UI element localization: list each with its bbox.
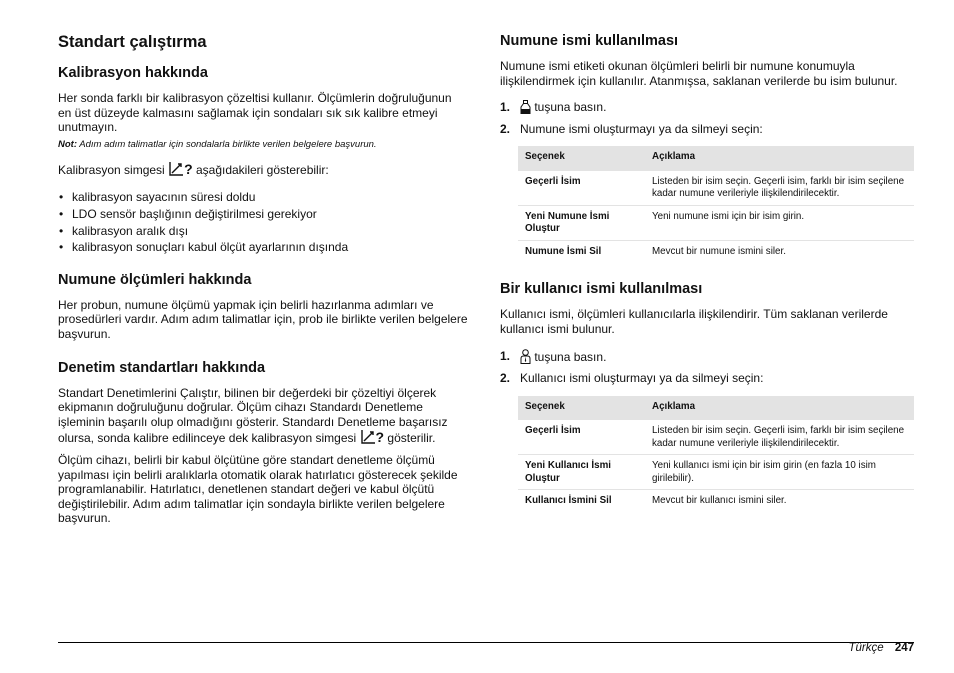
question-mark-icon: ? [184, 160, 193, 177]
sample-bottle-icon [520, 100, 531, 118]
step-text-wrap [520, 100, 606, 118]
option-name: Yeni Numune İsmi Oluştur [518, 205, 645, 240]
calibration-icon [360, 429, 376, 449]
table-header: Açıklama [645, 146, 914, 171]
step-text: tuşuna basın. [534, 100, 607, 115]
check-paragraph-2: Ölçüm cihazı, belirli bir kabul ölçütüne göre standart denetleme ölçümü yapılması için belirli aralıklarla otomatik olarak hatırlatıcı gösterecek şekilde programlanabilir. Hatırlatıcı, denetlenen standart değeri ve kabul ölçütü değiştirilebilir. Adım adım talimatlar için sondayla birlikte verilen belgelere başvurun. [58, 452, 458, 526]
list-item: • kalibrasyon sonuçları kabul ölçüt ayarlarının dışında [58, 240, 468, 255]
option-name: Geçerli İsim [525, 425, 581, 437]
table-header: Açıklama [645, 396, 914, 421]
step-item [500, 371, 914, 386]
option-name: Numune İsmi Sil [518, 240, 645, 262]
option-description: Listeden bir isim seçin. Geçerli isim, farklı bir isim seçilene kadar numune verileriyle ilişkilendirilecektir. [652, 425, 905, 449]
sample-id-options-table [518, 146, 914, 262]
note-label: Not: [58, 138, 77, 150]
page-title: Standart çalıştırma [58, 33, 207, 51]
left-column [58, 32, 468, 530]
check-heading: Denetim standartları hakkında [58, 359, 266, 376]
symbol-line-post: aşağıdakileri gösterebilir: [195, 162, 329, 177]
footer-language: Türkçe [848, 642, 884, 654]
calibration-heading: Kalibrasyon hakkında [58, 65, 208, 81]
table-header-row [518, 146, 914, 171]
sample-heading: Numune ölçümleri hakkında [58, 271, 252, 288]
table-row [518, 420, 914, 455]
step-text: Numune ismi oluşturmayı ya da silmeyi seçin: [520, 121, 763, 136]
table-header-row [518, 396, 914, 421]
step-number: 2. [500, 371, 511, 386]
symbol-line-pre: Kalibrasyon simgesi [58, 162, 165, 177]
sample-paragraph: Her probun, numune ölçümü yapmak için belirli hazırlanma adımları ve prosedürleri vardır. Adım adım talimatlar için, prob ile birlikte verilen belgelere başvurun. [58, 297, 468, 341]
table-row [518, 455, 914, 490]
step-text: Kullanıcı ismi oluşturmayı ya da silmeyi seçin: [520, 371, 764, 386]
operator-id-options-table [518, 396, 914, 512]
check-para-post: gösterilir. [387, 431, 436, 446]
option-description: Mevcut bir numune ismini siler. [645, 240, 914, 262]
option-description: Yeni kullanıcı ismi için bir isim girin (en fazla 10 isim girilebilir). [645, 455, 914, 490]
check-para-pre: Standart Denetimlerini Çalıştır, bilinen bir değerdeki bir çözeltiyi ölçerek ekipmanın doğruluğunu doğrular. Ölçüm cihazı Standardı Denetleme işleminin başarılı olup olmadığını gösterir. Standardı Denetleme başarısız olursa, sonda kalibre edilinceye dek kalibrasyon simgesi [58, 385, 448, 446]
option-description: Listeden bir isim seçin. Geçerli isim, farklı bir isim seçilene kadar numune verileriyle ilişkilendirilecektir. [652, 175, 905, 200]
list-item: • kalibrasyon aralık dışı [58, 224, 468, 239]
list-item: • LDO sensör başlığının değiştirilmesi gerekiyor [58, 207, 468, 222]
table-row [518, 240, 914, 262]
calibration-note [58, 139, 468, 151]
sample-id-paragraph: Numune ismi etiketi okunan ölçümleri belirli bir numune konumuyla ilişkilendirmek için kullanılır. Atanmışsa, saklanan verilerde bu isim bulunur. [500, 59, 898, 88]
table-header: Seçenek [518, 146, 645, 171]
step-text-wrap [520, 349, 606, 368]
page-footer [848, 642, 914, 654]
step-text: tuşuna basın. [534, 349, 607, 364]
option-description: Mevcut bir kullanıcı ismini siler. [645, 490, 914, 512]
check-paragraph-1 [58, 386, 468, 449]
table-row [518, 171, 914, 206]
operator-id-heading: Bir kullanıcı ismi kullanılması [500, 281, 703, 298]
right-column [500, 32, 914, 512]
option-name: Kullanıcı İsmini Sil [518, 490, 645, 512]
sample-id-steps [500, 100, 914, 136]
option-name: Geçerli İsim [525, 175, 581, 187]
table-row [518, 205, 914, 240]
table-header: Seçenek [518, 396, 645, 421]
note-text: Adım adım talimatlar için sondalarla birlikte verilen belgelere başvurun. [79, 138, 377, 150]
question-mark-icon: ? [375, 429, 385, 446]
sample-id-heading: Numune ismi kullanılması [500, 33, 679, 49]
list-item: • kalibrasyon sayacının süresi doldu [58, 190, 468, 205]
option-description: Yeni numune ismi için bir isim girin. [645, 205, 914, 240]
step-number: 1. [500, 100, 511, 115]
step-number: 1. [500, 348, 511, 363]
footer-rule [58, 642, 914, 643]
operator-icon [520, 349, 531, 368]
table-row [518, 490, 914, 512]
calibration-bullet-list [58, 190, 468, 254]
calibration-icon [168, 161, 184, 181]
operator-id-paragraph: Kullanıcı ismi, ölçümleri kullanıcılarla ilişkilendirir. Tüm saklanan verilerde kullanıcı ismi bulunur. [500, 307, 888, 336]
page-number: 247 [894, 642, 914, 654]
option-name: Yeni Kullanıcı İsmi Oluştur [518, 455, 645, 490]
operator-id-steps [500, 349, 914, 386]
calibration-symbol-line [58, 161, 468, 181]
step-item [500, 100, 914, 118]
calibration-paragraph: Her sonda farklı bir kalibrasyon çözeltisi kullanır. Ölçümlerin doğruluğunun en üst düzeyde kalmasını sağlamak için sondaları sık sık kalibre etmeyi unutmayın. [58, 91, 452, 135]
step-item [500, 349, 914, 368]
step-item [500, 122, 914, 137]
step-number: 2. [500, 121, 511, 136]
